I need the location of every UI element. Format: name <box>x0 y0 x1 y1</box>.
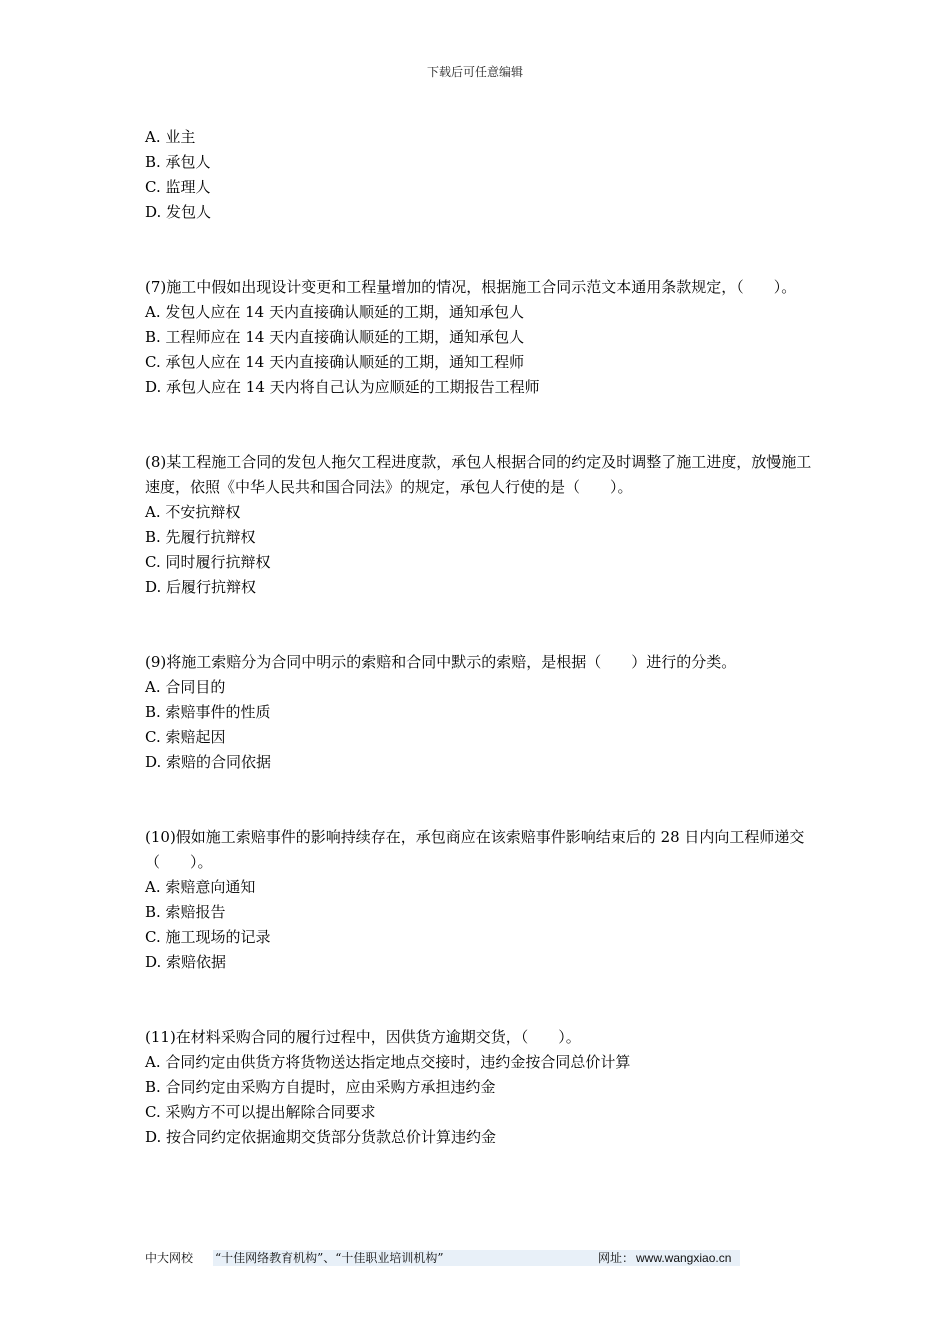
option-d: D. 承包人应在 14 天内将自己认为应顺延的工期报告工程师 <box>145 378 540 396</box>
question-stem: (7)施工中假如出现设计变更和工程量增加的情况，根据施工合同示范文本通用条款规定，（ ）。 <box>145 278 797 296</box>
document-body <box>145 125 817 1150</box>
option-b: B. 合同约定由采购方自提时，应由采购方承担违约金 <box>145 1078 496 1096</box>
option-d: D. 索赔的合同依据 <box>145 753 272 771</box>
option-c: C. 同时履行抗辩权 <box>145 553 271 571</box>
footer-url: www.wangxiao.cn <box>636 1251 732 1265</box>
option-c: C. 采购方不可以提出解除合同要求 <box>145 1103 376 1121</box>
footer-slogan: “十佳网络教育机构”、“十佳职业培训机构” <box>213 1250 740 1266</box>
option-c: C. 承包人应在 14 天内直接确认顺延的工期，通知工程师 <box>145 353 525 371</box>
question-9 <box>145 650 817 775</box>
option-b: B. 先履行抗辩权 <box>145 528 256 546</box>
option-b: B. 承包人 <box>145 153 211 171</box>
question-stem: (11)在材料采购合同的履行过程中，因供货方逾期交货，（ ）。 <box>145 1028 581 1046</box>
page-footer <box>145 1250 745 1266</box>
option-d: D. 按合同约定依据逾期交货部分货款总价计算违约金 <box>145 1128 497 1146</box>
page-header: 下载后可任意编辑 <box>426 65 523 79</box>
question-10 <box>145 825 817 975</box>
question-11 <box>145 1025 817 1150</box>
option-d: D. 索赔依据 <box>145 953 227 971</box>
option-c: C. 监理人 <box>145 178 211 196</box>
question-8 <box>145 450 817 600</box>
previous-question-options <box>145 125 817 225</box>
option-a: A. 业主 <box>145 128 196 146</box>
option-d: D. 后履行抗辩权 <box>145 578 257 596</box>
question-7 <box>145 275 817 400</box>
footer-school-name: 中大网校 <box>145 1251 194 1265</box>
option-a: A. 发包人应在 14 天内直接确认顺延的工期，通知承包人 <box>145 303 524 321</box>
option-a: A. 不安抗辩权 <box>145 503 241 521</box>
option-c: C. 索赔起因 <box>145 728 226 746</box>
footer-url-label: 网址： <box>598 1251 635 1265</box>
option-d: D. 发包人 <box>145 203 212 221</box>
option-a: A. 合同目的 <box>145 678 226 696</box>
question-stem: (9)将施工索赔分为合同中明示的索赔和合同中默示的索赔，是根据（ ）进行的分类。 <box>145 653 737 671</box>
option-b: B. 索赔事件的性质 <box>145 703 271 721</box>
question-stem: (8)某工程施工合同的发包人拖欠工程进度款，承包人根据合同的约定及时调整了施工进度，放慢施工速度，依照《中华人民共和国合同法》的规定，承包人行使的是（ ）。 <box>145 453 812 496</box>
option-c: C. 施工现场的记录 <box>145 928 271 946</box>
option-b: B. 工程师应在 14 天内直接确认顺延的工期，通知承包人 <box>145 328 525 346</box>
question-stem: (10)假如施工索赔事件的影响持续存在，承包商应在该索赔事件影响结束后的 28 日内向工程师递交（ ）。 <box>145 828 805 871</box>
option-b: B. 索赔报告 <box>145 903 226 921</box>
option-a: A. 索赔意向通知 <box>145 878 256 896</box>
option-a: A. 合同约定由供货方将货物送达指定地点交接时，违约金按合同总价计算 <box>145 1053 631 1071</box>
